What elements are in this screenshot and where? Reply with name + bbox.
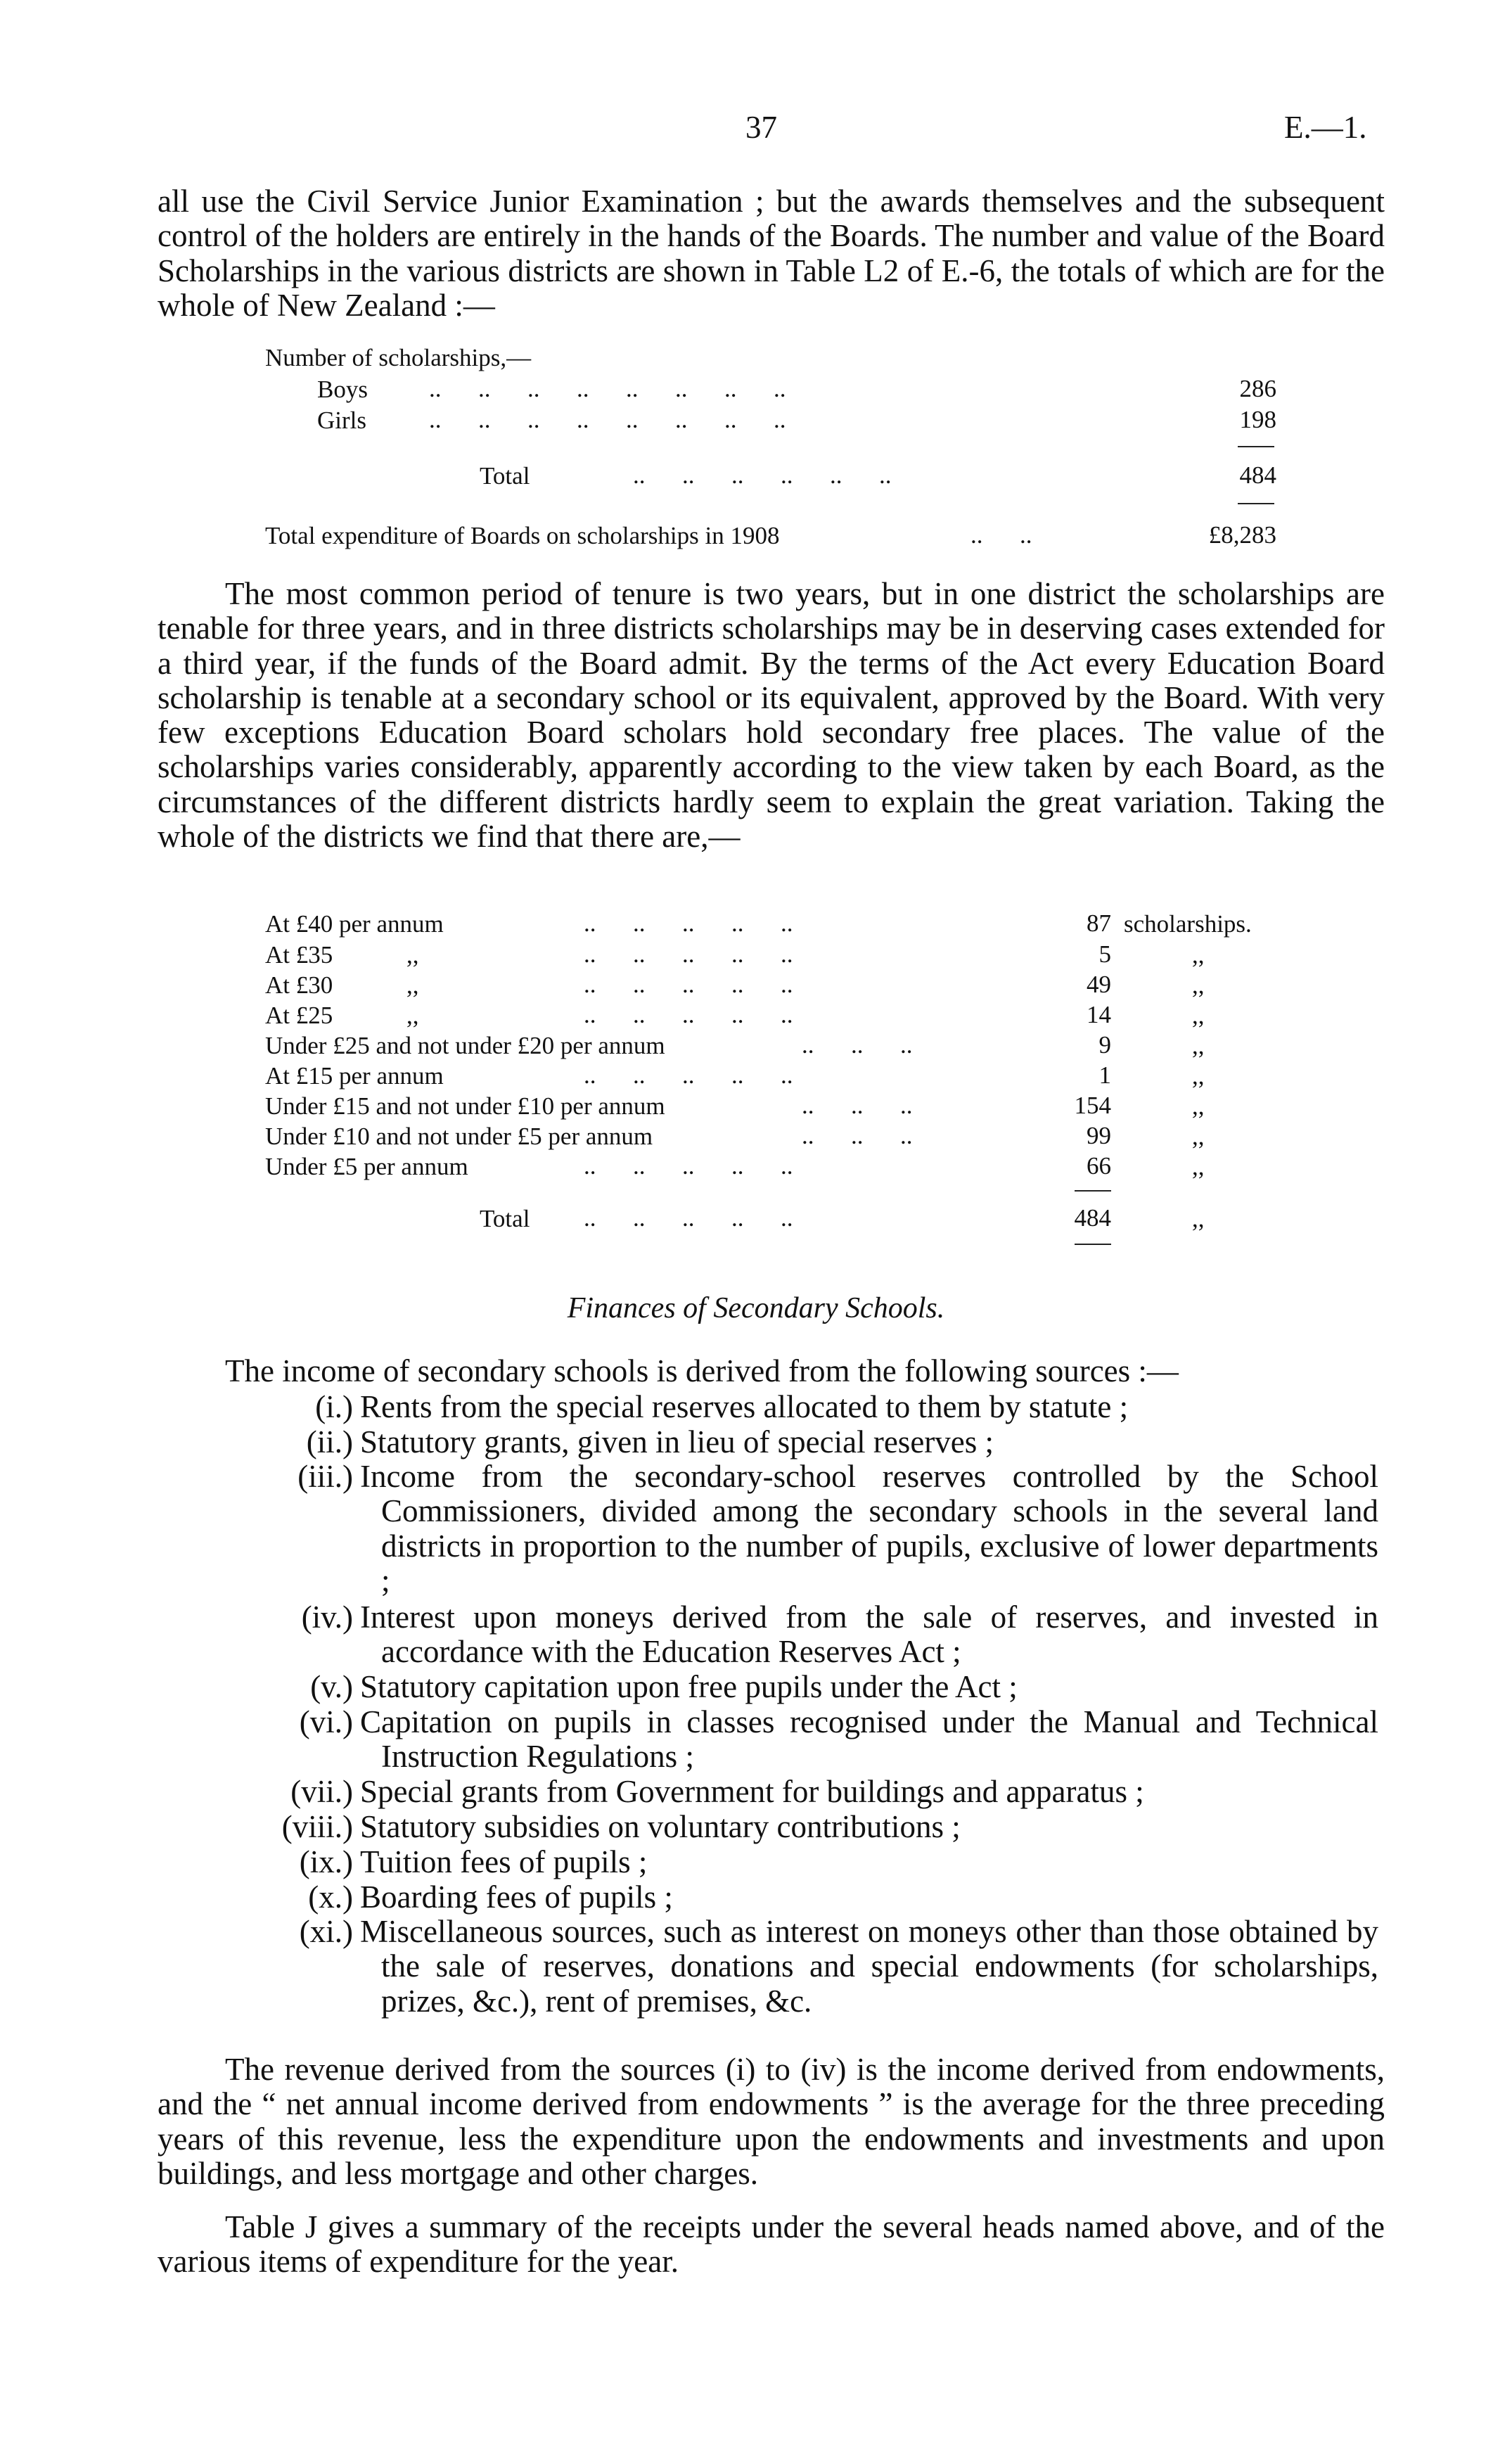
revenue-paragraph: The revenue derived from the sources (i) to (iv) is the income derived from endowments, and the “ net annual income derived from endowments ” is the average for the three preceding years of this revenue, less the expenditure upon the endowments and investments and upon buildings, and less mortgage and other charges. [158,2052,1385,2191]
value-row-count: 49 [1087,971,1111,998]
sum-rule [1075,1244,1111,1245]
ditto-mark: ,, [1192,1092,1205,1120]
value-row-count: 87 [1087,909,1111,937]
ditto-mark: ,, [1192,1062,1205,1090]
sum-rule [1238,503,1274,504]
leader-dots: .. .. .. .. .. .. [633,461,892,489]
item-text: Statutory capitation upon free pupils under the Act ; [360,1669,1018,1704]
item-text: Income from the secondary-school reserves controlled by the School Commissioners, divided among the secondary schools in the several land districts in proportion to the number of pupils, exclusive of lower departments ; [360,1459,1378,1598]
item-text: Statutory subsidies on voluntary contributions ; [360,1809,961,1844]
table-j-paragraph: Table J gives a summary of the receipts under the several heads named above, and of the various items of expenditure for the year. [158,2209,1385,2280]
leader-dots: .. .. .. .. .. [584,1061,793,1089]
value-row-count: 9 [1098,1031,1111,1059]
item-number: (xi.) [299,1914,353,1949]
leader-dots: .. .. .. [802,1092,913,1119]
item-text: Rents from the special reserves allocated to them by statute ; [360,1389,1129,1424]
value-total-count: 484 [1074,1204,1111,1232]
value-row-label: At £30 [265,971,333,999]
leader-dots: .. .. .. .. .. [584,1152,793,1180]
value-row-count: 154 [1074,1092,1111,1119]
expenditure-value: £8,283 [1208,521,1276,549]
ditto-mark: ,, [406,971,419,999]
item-text: Interest upon moneys derived from the sale of reserves, and invested in accordance with the Education Reserves Act ; [360,1599,1378,1670]
ditto-mark: ,, [406,1002,419,1029]
income-source-item [299,1704,1378,1775]
ditto-mark: ,, [1192,1123,1205,1150]
value-row-label: Under £25 and not under £20 per annum [265,1032,665,1059]
income-source-item [290,1774,1378,1809]
item-text: Boarding fees of pupils ; [360,1879,673,1915]
item-number: (viii.) [281,1809,353,1844]
item-number: (v.) [310,1669,353,1704]
ditto-mark: ,, [406,941,419,969]
income-source-item [301,1599,1378,1670]
value-row-label: At £15 per annum [265,1062,444,1090]
ditto-mark: ,, [1192,1002,1205,1029]
leader-dots: .. .. .. .. .. .. .. .. [429,406,786,433]
value-row-count: 5 [1098,940,1111,968]
value-unit: scholarships. [1124,910,1252,938]
counts-total-value: 484 [1239,461,1276,489]
expenditure-label: Total expenditure of Boards on scholarships in 1908 [265,522,780,549]
ditto-mark: ,, [1192,1032,1205,1059]
scholarship-counts-heading: Number of scholarships,— [265,344,532,371]
item-text: Special grants from Government for buildings and apparatus ; [360,1774,1144,1809]
intro-paragraph: all use the Civil Service Junior Examination ; but the awards themselves and the subsequent control of the holders are entirely in the hands of the Boards. The number and value of the Board Scholarships in the various districts are shown in Table L2 of E.-6, the totals of which are for the whole of New Zealand :— [158,184,1385,323]
value-row-label: Under £10 and not under £5 per annum [265,1123,653,1150]
leader-dots: .. .. .. [802,1031,913,1059]
value-row-label: Under £5 per annum [265,1153,468,1180]
item-number: (x.) [308,1879,353,1915]
leader-dots: .. .. .. .. .. [584,1001,793,1028]
income-intro: The income of secondary schools is derived from the following sources :— [225,1353,1179,1388]
girls-label: Girls [317,407,366,434]
item-number: (ii.) [306,1424,353,1460]
value-row-label: At £25 [265,1002,333,1029]
leader-dots: .. .. .. .. .. [584,971,793,998]
value-row-count: 99 [1087,1122,1111,1149]
income-source-item [281,1809,1378,1844]
income-source-item [310,1669,1378,1704]
item-text: Miscellaneous sources, such as interest on moneys other than those obtained by the sale of reserves, donations and special endowments (for scholarships, prizes, &c.), rent of premises, &c. [360,1914,1378,2019]
section-heading: Finances of Secondary Schools. [567,1292,945,1324]
page-number: 37 [745,110,777,145]
sum-rule [1075,1190,1111,1192]
item-number: (ix.) [299,1844,353,1879]
ditto-mark: ,, [1192,1205,1205,1232]
income-source-item [299,1914,1378,2019]
income-source-item [315,1389,1378,1424]
sum-rule [1238,446,1274,447]
ditto-mark: ,, [1192,941,1205,969]
ditto-mark: ,, [1192,971,1205,999]
item-text: Statutory grants, given in lieu of special reserves ; [360,1424,994,1460]
item-number: (vii.) [290,1774,353,1809]
value-row-count: 14 [1087,1001,1111,1028]
value-row-count: 66 [1087,1152,1111,1180]
leader-dots: .. .. .. .. .. [584,909,793,937]
leader-dots: .. .. .. .. .. [584,1204,793,1232]
girls-value: 198 [1239,406,1276,433]
boys-label: Boys [317,376,368,403]
value-row-label: Under £15 and not under £10 per annum [265,1092,665,1120]
income-source-item [306,1424,1378,1460]
income-source-item [308,1879,1378,1915]
value-row-label: At £40 per annum [265,910,444,938]
tenure-paragraph: The most common period of tenure is two years, but in one district the scholarships are tenable for three years, and in three districts scholarships may be in deserving cases extended for a third year, if the funds of the Board admit. By the terms of the Act every Education Board scholarship is tenable at a secondary school or its equivalent, approved by the Board. With very few exceptions Education Board scholars hold secondary free places. The value of the scholarships varies considerably, apparently according to the view taken by each Board, as the circumstances of the different districts hardly seem to explain the great variation. Taking the whole of the districts we find that there are,— [158,576,1385,855]
leader-dots: .. .. .. .. .. .. .. .. [429,375,786,402]
leader-dots: .. .. .. [802,1122,913,1149]
boys-value: 286 [1239,375,1276,402]
item-number: (iii.) [297,1459,353,1494]
income-source-item [299,1844,1378,1879]
leader-dots: .. .. .. .. .. [584,940,793,968]
item-text: Tuition fees of pupils ; [360,1844,648,1879]
counts-total-label: Total [480,462,530,490]
ditto-mark: ,, [1192,1153,1205,1180]
item-number: (vi.) [299,1704,353,1739]
item-text: Capitation on pupils in classes recognised under the Manual and Technical Instruction Regulations ; [360,1704,1378,1775]
value-total-label: Total [480,1205,530,1232]
item-number: (iv.) [301,1599,353,1635]
section-code: E.—1. [1284,110,1367,145]
income-source-item [297,1459,1378,1598]
leader-dots: .. .. [970,521,1032,549]
item-number: (i.) [315,1389,353,1424]
value-row-label: At £35 [265,941,333,969]
value-row-count: 1 [1098,1061,1111,1089]
